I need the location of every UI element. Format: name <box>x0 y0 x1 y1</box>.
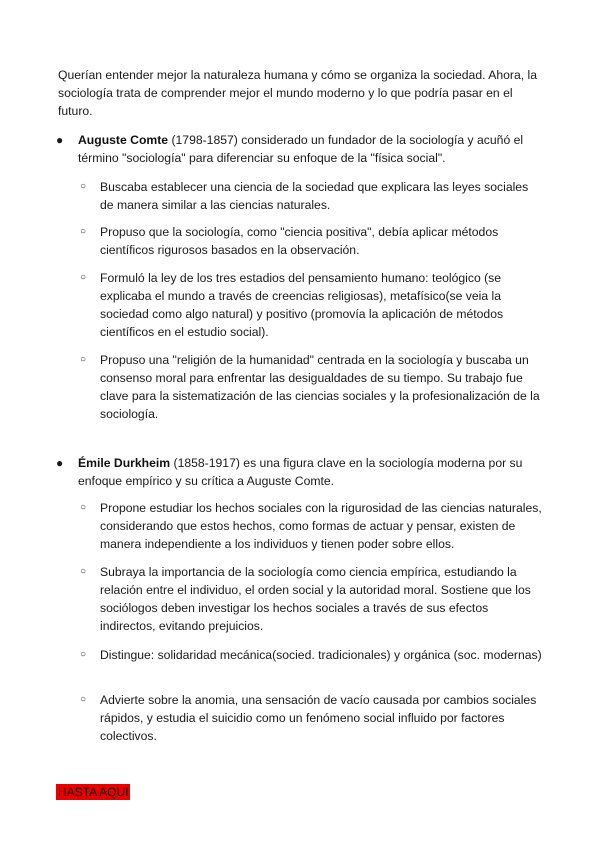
durkheim-point-1: Propone estudiar los hechos sociales con la rigurosidad de las ciencias naturales, considerando que estos hechos, como formas de actuar y pensar, existen de manera independiente a los individuos y tienen poder sobre ellos. <box>100 501 542 551</box>
list-item <box>80 499 545 553</box>
comte-name: Auguste Comte <box>78 133 169 147</box>
bullet-durkheim <box>56 454 548 490</box>
sub-bullet-icon: ○ <box>80 649 87 660</box>
comte-point-1: Buscaba establecer una ciencia de la sociedad que explicara las leyes sociales de manera similar a las ciencias naturales. <box>100 180 529 212</box>
bullet-dot-icon: ● <box>56 133 64 147</box>
durkheim-point-4: Advierte sobre la anomia, una sensación de vacío causada por cambios sociales rápidos, y estudia el suicidio como un fenómeno social influido por factores colectivos. <box>100 693 537 743</box>
list-item <box>80 351 545 423</box>
list-item <box>80 646 545 664</box>
sub-bullet-icon: ○ <box>80 502 87 513</box>
list-item <box>80 178 545 214</box>
comte-point-4: Propuso una "religión de la humanidad" centrada en la sociología y buscaba un consenso moral para enfrentar las desigualdades de su tiempo. Su trabajo fue clave para la sistematización de las ciencias sociales y la profesionalización de la sociología. <box>100 353 540 421</box>
sub-bullet-icon: ○ <box>80 272 87 283</box>
list-item <box>80 691 545 745</box>
durkheim-name: Émile Durkheim <box>78 456 171 470</box>
durkheim-point-3: Distingue: solidaridad mecánica(socied. tradicionales) y orgánica (soc. modernas) <box>100 648 542 662</box>
bullet-durkheim-text <box>78 454 548 490</box>
sub-bullet-icon: ○ <box>80 354 87 365</box>
comte-point-2: Propuso que la sociología, como "ciencia positiva", debía aplicar métodos científicos rigurosos basados en la observación. <box>100 225 499 257</box>
comte-description: (1798-1857) considerado un fundador de la sociología y acuñó el término "sociología" para diferenciar su enfoque de la "física social". <box>78 133 524 165</box>
bullet-comte-text <box>78 131 548 167</box>
durkheim-description: (1858-1917) es una figura clave en la sociología moderna por su enfoque empírico y su crítica a Auguste Comte. <box>78 456 523 488</box>
bullet-dot-icon: ● <box>56 456 64 470</box>
list-item <box>80 563 545 635</box>
intro-paragraph: Querían entender mejor la naturaleza humana y cómo se organiza la sociedad. Ahora, la sociología trata de comprender mejor el mundo moderno y lo que podría pasar en el futuro. <box>58 68 537 118</box>
durkheim-point-2: Subraya la importancia de la sociología como ciencia empírica, estudiando la relación entre el individuo, el orden social y la autoridad moral. Sostiene que los sociólogos deben investigar los hechos sociales a través de sus efectos indirectos, evitando prejuicios. <box>100 565 531 633</box>
sub-bullet-icon: ○ <box>80 566 87 577</box>
sub-bullet-icon: ○ <box>80 181 87 192</box>
comte-point-3: Formuló la ley de los tres estadios del pensamiento humano: teológico (se explicaba el mundo a través de creencias religiosas), metafísico(se veia la sociedad como algo natural) y positivo (promovía la aplicación de métodos científicos en el estudio social). <box>100 271 504 339</box>
sub-bullet-icon: ○ <box>80 226 87 237</box>
hasta-aqui-marker: HASTA AQUI <box>58 785 129 799</box>
list-item <box>80 223 545 259</box>
list-item <box>80 269 545 341</box>
bullet-comte <box>56 131 548 167</box>
sub-bullet-icon: ○ <box>80 694 87 705</box>
